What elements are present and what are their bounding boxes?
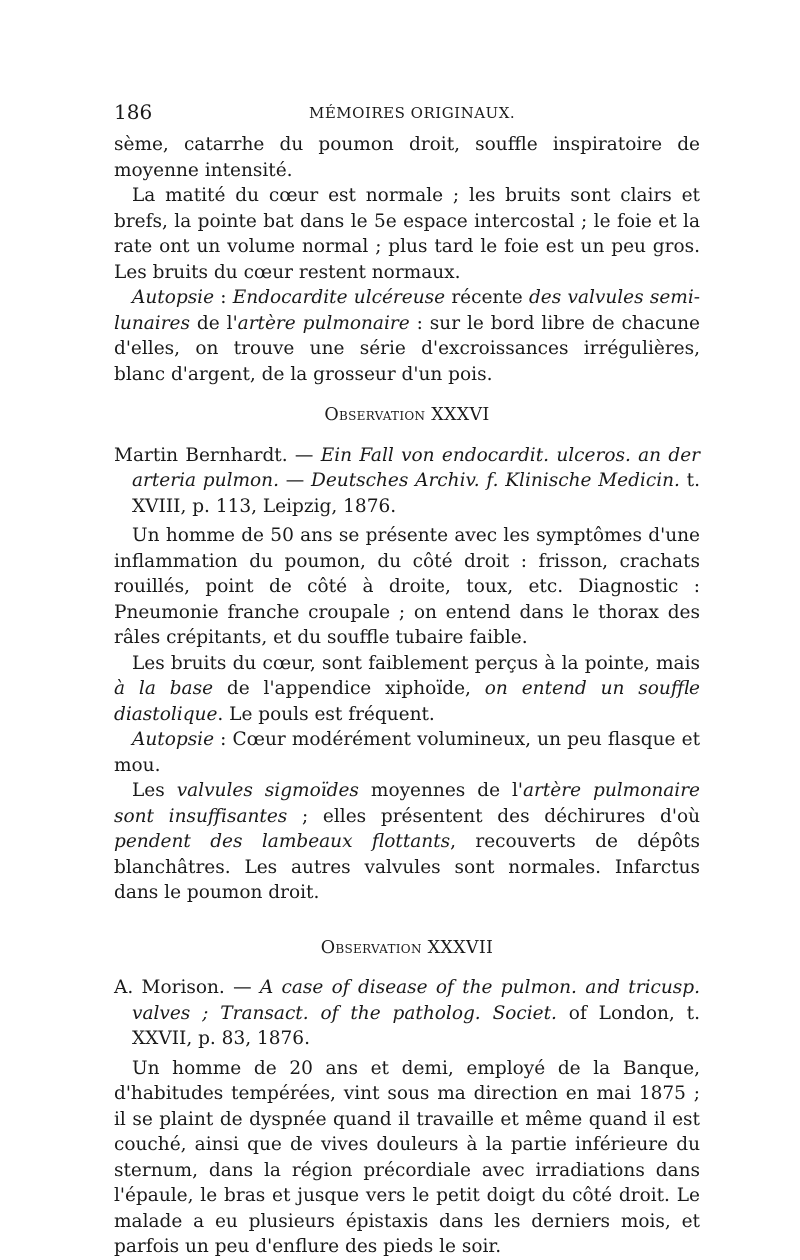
ref-title: Ein Fall von endocardit. ulceros. an der arteria pulmon. — [132, 444, 700, 491]
observation-36-title: Observation XXXVI — [324, 405, 490, 425]
ref-author: A. Morison. — — [114, 977, 260, 998]
emphasis: on entend un souffle diastolique — [114, 678, 700, 725]
autopsy-paragraph — [114, 285, 700, 387]
emphasis: valvules sigmoïdes — [176, 780, 359, 801]
clinical-paragraph: La matité du cœur est normale ; les bruits sont clairs et brefs, la pointe bat dans le 5e espace intercostal ; le foie et la rate ont un volume normal ; plus tard le foie est un peu gros. Les bruits du cœur restent normaux. — [114, 185, 700, 283]
autopsy-label: Autopsie — [132, 729, 215, 750]
text-run: : Cœur modérément volumineux, un peu flasque et mou. — [114, 729, 700, 776]
text-run: Les — [132, 780, 177, 801]
observation-36-autopsy — [114, 727, 700, 778]
ref-tail: of London, t. XXVII, p. 83, 1876. — [132, 1002, 700, 1049]
autopsy-label: Autopsie — [132, 287, 215, 308]
ref-tail: t. XVIII, p. 113, Leipzig, 1876. — [132, 470, 700, 517]
autopsy-text-3: : sur le bord libre de chacune d'elles, on trouve une série d'excroissances irrégulières, blanc d'argent, de la grosseur d'un pois. — [114, 312, 700, 385]
autopsy-text-1: récente — [445, 287, 529, 308]
emphasis: pendent des lambeaux flottants — [114, 831, 451, 852]
diagnosis-3: artère pulmonaire — [237, 312, 410, 334]
page-number: 186 — [114, 100, 153, 124]
running-head: MÉMOIRES ORIGINAUX. — [309, 104, 516, 122]
observation-36-reference — [114, 443, 700, 520]
body-text — [114, 132, 700, 1260]
page-header — [114, 100, 696, 128]
emphasis: à la base — [114, 678, 214, 699]
text-run: ; elles présentent des déchirures d'où — [287, 805, 700, 827]
ref-journal: Deutsches Archiv. f. Klinische Medicin. — [311, 470, 680, 491]
observation-37-title: Observation XXXVII — [320, 937, 494, 958]
observation-36-paragraph-1: Un homme de 50 ans se présente avec les symptômes d'une inflammation du poumon, du côté droit : frisson, crachats rouillés, point de côté à droite, toux, etc. Diagnostic : Pneumonie franche croupale ; on entend dans le thorax des râles crépitants, et du souffle tubaire faible. — [114, 525, 700, 648]
observation-37-paragraph-1: Un homme de 20 ans et demi, employé de la Banque, d'habitudes tempérées, vint sous ma direction en mai 1875 ; il se plaint de dyspnée quand il travaille et même quand il est couché, ainsi que de vives douleurs à la partie inférieure du sternum, dans la région précordiale avec irradiations dans l'épaule, le bras et jusque vers le petit doigt du côté droit. Le malade a eu plusieurs épistaxis dans les derniers mois, et parfois un peu d'enflure des pieds le soir. — [114, 1057, 700, 1257]
diagnosis-2: des valvules semi-lunaires — [114, 287, 700, 334]
diagnosis-1: Endocardite ulcéreuse — [232, 287, 446, 308]
autopsy-sep: : — [214, 287, 233, 308]
observation-36-paragraph-4 — [114, 778, 700, 906]
continuation-paragraph: sème, catarrhe du poumon droit, souffle inspiratoire de moyenne intensité. — [114, 134, 700, 181]
ref-title: A case of disease of the pulmon. and tricusp. valves ; Transact. of the patholog. Societ. — [132, 977, 700, 1024]
autopsy-text-2: de l' — [189, 312, 238, 334]
text-run: de l'appendice xiphoïde, — [213, 678, 485, 699]
text-run: . Le pouls est fréquent. — [217, 703, 435, 725]
text-run: , recouverts de dépôts blanchâtres. Les autres valvules sont normales. Infarctus dans le poumon droit. — [114, 831, 700, 903]
text-run: moyennes de l' — [358, 780, 523, 801]
ref-author: Martin Bernhardt. — — [114, 444, 321, 466]
emphasis: artère pulmonaire sont insuffisantes — [114, 780, 701, 827]
ref-sep: — — [278, 470, 311, 491]
observation-36-paragraph-2 — [114, 651, 700, 728]
text-run: Les bruits du cœur, sont faiblement perçus à la pointe, mais — [132, 652, 700, 674]
observation-37-reference — [114, 975, 700, 1052]
